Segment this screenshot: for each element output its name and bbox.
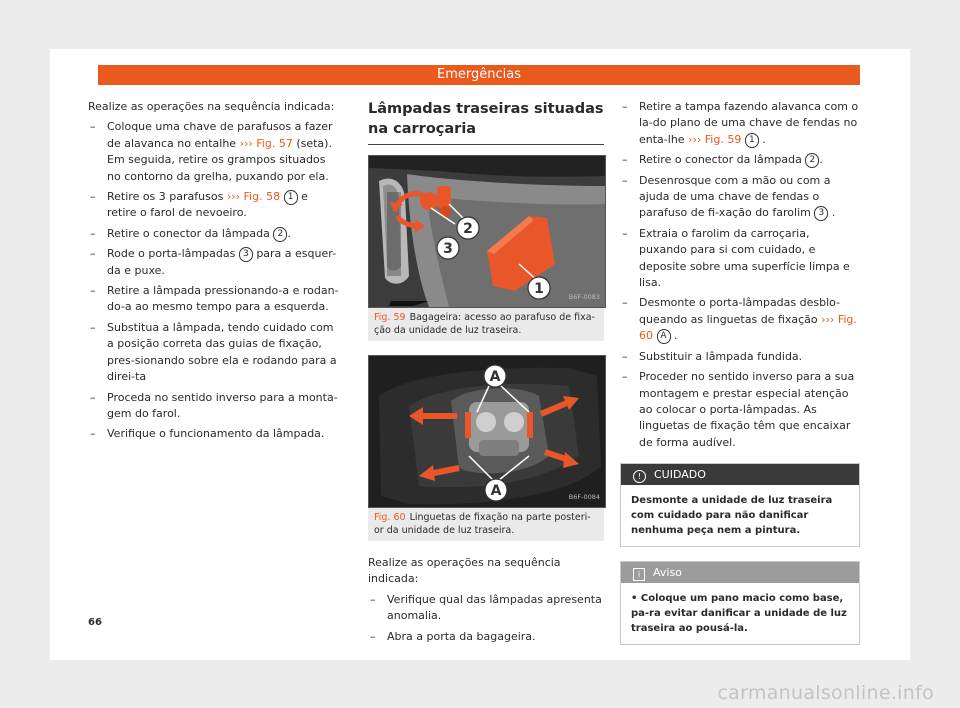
figure-number: Fig. 59 [374, 312, 406, 323]
middle-column [368, 99, 604, 649]
note-body: • Coloque um pano macio como base, pa-ra evitar danificar a unidade de luz traseira ao pousá-la. [631, 593, 847, 635]
figure-code: B6F-0083 [568, 292, 600, 301]
middle-step-list [368, 592, 604, 645]
figure-59-image [368, 155, 606, 308]
figure-label-3: 3 [443, 241, 453, 257]
callout-badge: 3 [814, 206, 828, 221]
list-item: – Retire os 3 parafusos ››› Fig. 58 1 e retire o farol de nevoeiro. [88, 189, 340, 222]
callout-badge: 1 [284, 190, 298, 205]
list-item: – Rode o porta-lâmpadas 3 para a esquer-da e puxe. [88, 246, 340, 279]
list-item: – Substituir a lâmpada fundida. [620, 349, 860, 365]
callout-badge: A [657, 329, 671, 344]
list-item: – Proceder no sentido inverso para a sua montagem e prestar especial atenção ao colocar o porta-lâmpadas. As linguetas de fixação têm que encaixar de forma audível. [620, 369, 860, 451]
note-header: i Aviso [621, 562, 859, 583]
callout-badge: 2 [805, 153, 819, 168]
figure-59-caption: Fig. 59 Bagageira: acesso ao parafuso de fixa-ção da unidade de luz traseira. [368, 308, 604, 341]
bullet: • [631, 593, 638, 605]
figure-label-a-top: A [489, 369, 501, 385]
info-icon: i [633, 568, 645, 581]
list-item: – Extraia o farolim da carroçaria, puxando para si com cuidado, e deposite sobre uma superfície limpa e lisa. [620, 226, 860, 292]
right-step-list [620, 99, 860, 451]
figure-60-image [368, 355, 606, 508]
callout-badge: 3 [239, 247, 253, 262]
figure-label-1: 1 [534, 281, 544, 297]
list-item: – Retire o conector da lâmpada 2 . [88, 226, 340, 242]
section-banner: Emergências [98, 65, 860, 85]
section-heading: Lâmpadas traseiras situadas na carroçaria [368, 99, 604, 145]
watermark: carmanualsonline.info [717, 682, 934, 704]
taillight-illustration [369, 356, 605, 507]
page-number: 66 [88, 617, 102, 628]
figure-number: Fig. 60 [374, 512, 406, 523]
list-item: – Abra a porta da bagageira. [368, 629, 604, 645]
fig-60-link[interactable]: ››› Fig. 60 [639, 312, 857, 343]
figure-code: B6F-0084 [568, 492, 600, 501]
callout-badge: 2 [273, 227, 287, 242]
list-item: – Retire a lâmpada pressionando-a e rodan-do-a ao mesmo tempo para a esquerda. [88, 283, 340, 316]
figure-label-2: 2 [463, 221, 473, 237]
callout-badge: 1 [745, 133, 759, 148]
list-item: – Proceda no sentido inverso para a monta-gem do farol. [88, 390, 340, 423]
list-item: – Desmonte o porta-lâmpadas desblo-queando as linguetas de fixação ››› Fig. 60 A . [620, 295, 860, 344]
fig-59-link[interactable]: ››› Fig. 59 [688, 132, 742, 146]
left-step-list [88, 119, 340, 442]
caution-header: ! CUIDADO [621, 464, 859, 485]
left-intro: Realize as operações na sequência indicada: [88, 100, 335, 113]
note-box [620, 561, 860, 645]
list-item: – Verifique o funcionamento da lâmpada. [88, 426, 340, 442]
fig-58-link[interactable]: ››› Fig. 58 [226, 190, 281, 204]
caution-body: Desmonte a unidade de luz traseira com cuidado para não danificar nenhuma peça nem a pintura. [631, 495, 833, 537]
left-column [88, 99, 340, 447]
trunk-illustration [369, 156, 605, 307]
figure-label-a-bottom: A [490, 483, 502, 499]
list-item: – Substitua a lâmpada, tendo cuidado com a posição correta das guias de fixação, pres-sionando sobre ela e rodando para a direi-ta [88, 320, 340, 386]
list-item: – Coloque uma chave de parafusos a fazer de alavanca no entalhe ››› Fig. 57 (seta). Em seguida, retire os grampos situados no contorno da grelha, puxando por ela. [88, 119, 340, 185]
list-item: – Desenrosque com a mão ou com a ajuda de uma chave de fendas o parafuso de fi-xação do farolim 3 . [620, 173, 860, 222]
list-item: – Retire o conector da lâmpada 2 . [620, 152, 860, 168]
caution-box [620, 463, 860, 547]
warning-icon: ! [633, 470, 646, 483]
figure-60-caption: Fig. 60 Linguetas de fixação na parte posteri-or da unidade de luz traseira. [368, 508, 604, 541]
list-item: – Verifique qual das lâmpadas apresenta anomalia. [368, 592, 604, 625]
fig-57-link[interactable]: ››› Fig. 57 [239, 136, 293, 150]
middle-intro: Realize as operações na sequência indicada: [368, 556, 561, 586]
list-item: – Retire a tampa fazendo alavanca com o la-do plano de uma chave de fendas no enta-lhe ››› Fig. 59 1 . [620, 99, 860, 148]
right-column [620, 99, 860, 659]
